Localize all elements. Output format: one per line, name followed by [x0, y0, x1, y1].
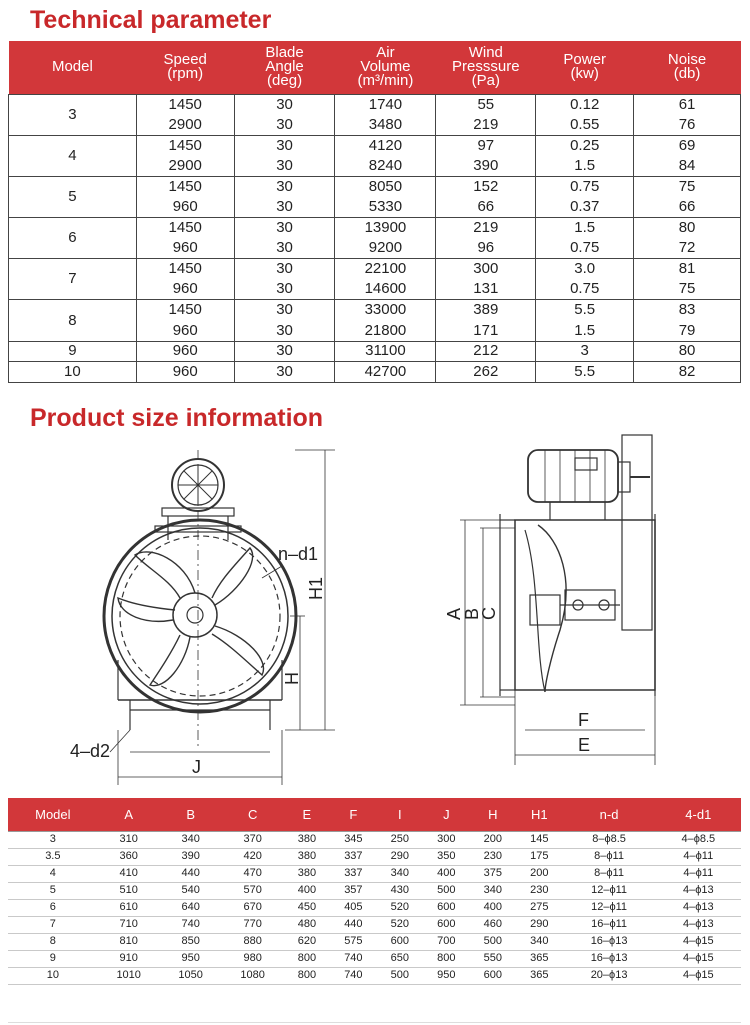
table-cell: 30 — [234, 94, 335, 115]
table-cell: 500 — [377, 967, 423, 984]
table-cell: 620 — [284, 933, 330, 950]
table-cell: 30 — [234, 135, 335, 156]
table-cell: 575 — [330, 933, 376, 950]
table-cell: 80 — [634, 341, 741, 362]
header-noise-line2: (db) — [673, 65, 701, 83]
table-cell: 300 — [423, 831, 469, 848]
table-cell: 200 — [470, 831, 516, 848]
header-air-volume — [335, 41, 436, 94]
table-cell: 219 — [436, 218, 536, 239]
table-cell: 600 — [470, 967, 516, 984]
model-cell: 4 — [9, 135, 137, 176]
table-cell: 4–ϕ15 — [656, 950, 741, 967]
size-table-header-row — [8, 798, 741, 831]
table-cell: 14600 — [335, 279, 436, 300]
table-cell: 4–ϕ13 — [656, 882, 741, 899]
fan-hub — [173, 593, 217, 637]
table-cell: 5.5 — [536, 300, 634, 321]
table-row — [8, 933, 741, 950]
table-cell: 570 — [222, 882, 284, 899]
table-cell: 12–ϕ11 — [563, 882, 656, 899]
table-cell: 262 — [436, 362, 536, 383]
header-blade-line3: (deg) — [267, 72, 303, 90]
table-cell: 1450 — [136, 300, 234, 321]
table-cell: 600 — [423, 899, 469, 916]
header-noise-line1: Noise — [667, 51, 707, 69]
table-cell: 960 — [136, 321, 234, 342]
table-cell: 365 — [516, 950, 562, 967]
table-cell: 30 — [234, 176, 335, 197]
bottom-divider — [8, 1022, 741, 1023]
table-cell: 0.75 — [536, 279, 634, 300]
table-cell: 81 — [634, 259, 741, 280]
table-cell: 1050 — [160, 967, 222, 984]
table-cell: 410 — [98, 865, 160, 882]
table-cell: 0.25 — [536, 135, 634, 156]
size-header-cell: B — [160, 798, 222, 831]
table-cell: 950 — [423, 967, 469, 984]
label-n-d1: n–d1 — [278, 544, 319, 564]
table-cell: 770 — [222, 916, 284, 933]
table-cell: 400 — [284, 882, 330, 899]
table-cell: 340 — [160, 831, 222, 848]
table-cell: 350 — [423, 848, 469, 865]
table-cell: 910 — [98, 950, 160, 967]
table-cell: 33000 — [335, 300, 436, 321]
side-flange-plate — [622, 435, 652, 630]
table-cell: 520 — [377, 916, 423, 933]
table-cell: 152 — [436, 176, 536, 197]
table-cell: 3.5 — [8, 848, 98, 865]
table-cell: 145 — [516, 831, 562, 848]
size-header-cell: J — [423, 798, 469, 831]
table-cell: 4–ϕ11 — [656, 865, 741, 882]
tech-table-body — [9, 94, 741, 382]
table-cell: 275 — [516, 899, 562, 916]
table-cell: 345 — [330, 831, 376, 848]
fan-blades — [118, 548, 264, 686]
table-cell: 290 — [516, 916, 562, 933]
table-cell: 670 — [222, 899, 284, 916]
table-cell: 30 — [234, 197, 335, 218]
table-cell: 500 — [423, 882, 469, 899]
table-row — [8, 916, 741, 933]
table-cell: 3480 — [335, 115, 436, 136]
table-cell: 1450 — [136, 94, 234, 115]
table-row — [8, 865, 741, 882]
model-cell: 7 — [9, 259, 137, 300]
table-cell: 4–ϕ8.5 — [656, 831, 741, 848]
table-cell: 880 — [222, 933, 284, 950]
table-cell: 400 — [423, 865, 469, 882]
table-cell: 212 — [436, 341, 536, 362]
header-blade-line1: Blade — [265, 44, 304, 62]
table-cell: 69 — [634, 135, 741, 156]
table-cell: 440 — [160, 865, 222, 882]
table-cell: 30 — [234, 279, 335, 300]
table-cell: 370 — [222, 831, 284, 848]
table-cell: 4–ϕ11 — [656, 848, 741, 865]
table-cell: 380 — [284, 831, 330, 848]
table-cell: 3.0 — [536, 259, 634, 280]
table-cell: 960 — [136, 279, 234, 300]
label-j: J — [192, 757, 201, 777]
table-cell: 1740 — [335, 94, 436, 115]
table-cell: 9 — [8, 950, 98, 967]
header-air-line2: Volume — [360, 58, 411, 76]
size-header-cell: I — [377, 798, 423, 831]
table-cell: 20–ϕ13 — [563, 967, 656, 984]
table-cell: 380 — [284, 848, 330, 865]
table-cell: 200 — [516, 865, 562, 882]
table-cell: 390 — [436, 156, 536, 177]
table-cell: 800 — [284, 967, 330, 984]
table-cell: 0.55 — [536, 115, 634, 136]
table-cell: 16–ϕ13 — [563, 933, 656, 950]
table-cell: 250 — [377, 831, 423, 848]
table-cell: 375 — [470, 865, 516, 882]
label-a: A — [444, 607, 464, 620]
size-header-cell: A — [98, 798, 160, 831]
header-wind-line1: Wind — [468, 44, 503, 62]
size-header-cell: H — [470, 798, 516, 831]
size-header-cell: n-d — [563, 798, 656, 831]
table-cell: 8050 — [335, 176, 436, 197]
table-cell: 405 — [330, 899, 376, 916]
table-cell: 800 — [284, 950, 330, 967]
flange-inner-circle — [112, 528, 288, 704]
table-cell: 80 — [634, 218, 741, 239]
table-cell: 83 — [634, 300, 741, 321]
table-cell: 66 — [634, 197, 741, 218]
table-cell: 175 — [516, 848, 562, 865]
motor-side-body — [528, 450, 618, 502]
table-cell: 1.5 — [536, 321, 634, 342]
table-cell: 30 — [234, 218, 335, 239]
table-cell: 2900 — [136, 156, 234, 177]
table-cell: 1450 — [136, 176, 234, 197]
table-cell: 66 — [436, 197, 536, 218]
table-cell: 460 — [470, 916, 516, 933]
table-cell: 337 — [330, 848, 376, 865]
table-cell: 365 — [516, 967, 562, 984]
table-cell: 389 — [436, 300, 536, 321]
table-cell: 650 — [377, 950, 423, 967]
table-row — [8, 967, 741, 984]
table-cell: 600 — [423, 916, 469, 933]
table-cell: 4–ϕ13 — [656, 916, 741, 933]
tech-table-header-row — [9, 41, 741, 94]
model-cell: 3 — [9, 94, 137, 135]
table-cell: 290 — [377, 848, 423, 865]
model-cell: 5 — [9, 176, 137, 217]
table-cell: 340 — [377, 865, 423, 882]
header-power — [536, 41, 634, 94]
table-cell: 171 — [436, 321, 536, 342]
table-cell: 42700 — [335, 362, 436, 383]
table-cell: 219 — [436, 115, 536, 136]
header-air-line3: (m³/min) — [357, 72, 414, 90]
table-cell: 30 — [234, 156, 335, 177]
table-cell: 1450 — [136, 218, 234, 239]
table-cell: 6 — [8, 899, 98, 916]
table-cell: 16–ϕ11 — [563, 916, 656, 933]
table-cell: 1450 — [136, 259, 234, 280]
table-cell: 96 — [436, 238, 536, 259]
header-blade-angle — [234, 41, 335, 94]
table-cell: 30 — [234, 321, 335, 342]
table-cell: 5.5 — [536, 362, 634, 383]
table-cell: 2900 — [136, 115, 234, 136]
table-cell: 76 — [634, 115, 741, 136]
label-h1: H1 — [306, 576, 326, 600]
table-cell: 510 — [98, 882, 160, 899]
table-row — [9, 135, 741, 156]
table-row — [8, 831, 741, 848]
product-size-table — [8, 798, 741, 985]
header-wind-line2: Presssure — [452, 58, 520, 76]
table-cell: 1450 — [136, 135, 234, 156]
table-cell: 8–ϕ8.5 — [563, 831, 656, 848]
table-cell: 8240 — [335, 156, 436, 177]
table-cell: 5 — [8, 882, 98, 899]
table-cell: 960 — [136, 197, 234, 218]
table-cell: 740 — [330, 967, 376, 984]
table-cell: 79 — [634, 321, 741, 342]
product-size-title: Product size information — [30, 404, 324, 432]
header-model: Model — [9, 41, 137, 94]
table-cell: 0.75 — [536, 176, 634, 197]
table-cell: 9200 — [335, 238, 436, 259]
header-wind-pressure — [436, 41, 536, 94]
table-cell: 97 — [436, 135, 536, 156]
size-header-cell: H1 — [516, 798, 562, 831]
table-cell: 61 — [634, 94, 741, 115]
header-power-line2: (kw) — [570, 65, 599, 83]
header-speed-line1: Speed — [163, 51, 207, 69]
table-cell: 8–ϕ11 — [563, 865, 656, 882]
size-header-cell: Model — [8, 798, 98, 831]
model-cell: 10 — [9, 362, 137, 383]
table-cell: 430 — [377, 882, 423, 899]
fan-dimension-drawing — [0, 430, 750, 790]
table-cell: 520 — [377, 899, 423, 916]
size-header-cell: C — [222, 798, 284, 831]
label-f: F — [578, 710, 589, 730]
table-cell: 72 — [634, 238, 741, 259]
header-speed — [136, 41, 234, 94]
size-header-cell: 4-d1 — [656, 798, 741, 831]
table-cell: 640 — [160, 899, 222, 916]
size-table-body — [8, 831, 741, 984]
table-cell: 540 — [160, 882, 222, 899]
table-cell: 30 — [234, 115, 335, 136]
label-h: H — [282, 672, 302, 685]
table-cell: 960 — [136, 362, 234, 383]
table-cell: 300 — [436, 259, 536, 280]
table-cell: 390 — [160, 848, 222, 865]
model-cell: 6 — [9, 218, 137, 259]
table-cell: 850 — [160, 933, 222, 950]
table-cell: 0.12 — [536, 94, 634, 115]
table-row — [9, 259, 741, 280]
table-cell: 380 — [284, 865, 330, 882]
table-cell: 30 — [234, 341, 335, 362]
table-row — [9, 362, 741, 383]
model-cell: 8 — [9, 300, 137, 341]
table-cell: 30 — [234, 259, 335, 280]
table-cell: 810 — [98, 933, 160, 950]
fan-shaft — [187, 607, 203, 623]
table-cell: 4–ϕ13 — [656, 899, 741, 916]
size-header-cell: F — [330, 798, 376, 831]
header-blade-line2: Angle — [265, 58, 304, 76]
table-cell: 400 — [470, 899, 516, 916]
table-cell: 84 — [634, 156, 741, 177]
table-cell: 980 — [222, 950, 284, 967]
table-cell: 4–ϕ15 — [656, 967, 741, 984]
table-cell: 5330 — [335, 197, 436, 218]
table-cell: 75 — [634, 279, 741, 300]
table-cell: 31100 — [335, 341, 436, 362]
table-cell: 310 — [98, 831, 160, 848]
label-e: E — [578, 735, 591, 755]
table-cell: 440 — [330, 916, 376, 933]
table-cell: 16–ϕ13 — [563, 950, 656, 967]
table-cell: 740 — [160, 916, 222, 933]
table-cell: 960 — [136, 238, 234, 259]
table-cell: 4–ϕ15 — [656, 933, 741, 950]
header-power-line1: Power — [563, 51, 606, 69]
table-row — [8, 882, 741, 899]
table-cell: 800 — [423, 950, 469, 967]
table-cell: 0.75 — [536, 238, 634, 259]
table-cell: 4120 — [335, 135, 436, 156]
table-cell: 710 — [98, 916, 160, 933]
header-speed-line2: (rpm) — [167, 65, 204, 83]
bolt-circle — [120, 536, 280, 696]
table-cell: 75 — [634, 176, 741, 197]
table-cell: 480 — [284, 916, 330, 933]
table-cell: 8–ϕ11 — [563, 848, 656, 865]
table-cell: 8 — [8, 933, 98, 950]
table-cell: 12–ϕ11 — [563, 899, 656, 916]
table-cell: 700 — [423, 933, 469, 950]
table-cell: 131 — [436, 279, 536, 300]
table-cell: 1.5 — [536, 156, 634, 177]
table-cell: 1.5 — [536, 218, 634, 239]
label-b: B — [462, 607, 482, 620]
table-cell: 337 — [330, 865, 376, 882]
table-cell: 7 — [8, 916, 98, 933]
table-row — [8, 950, 741, 967]
table-cell: 470 — [222, 865, 284, 882]
table-cell: 30 — [234, 238, 335, 259]
table-cell: 55 — [436, 94, 536, 115]
table-cell: 610 — [98, 899, 160, 916]
size-header-cell: E — [284, 798, 330, 831]
table-cell: 0.37 — [536, 197, 634, 218]
table-cell: 340 — [516, 933, 562, 950]
table-cell: 950 — [160, 950, 222, 967]
table-row — [9, 176, 741, 197]
technical-parameter-title: Technical parameter — [30, 6, 272, 34]
table-cell: 1080 — [222, 967, 284, 984]
label-4-d2: 4–d2 — [70, 741, 111, 761]
table-row — [9, 341, 741, 362]
model-cell: 9 — [9, 341, 137, 362]
table-cell: 230 — [470, 848, 516, 865]
table-cell: 340 — [470, 882, 516, 899]
table-cell: 1010 — [98, 967, 160, 984]
table-cell: 21800 — [335, 321, 436, 342]
table-cell: 13900 — [335, 218, 436, 239]
table-cell: 500 — [470, 933, 516, 950]
table-cell: 3 — [536, 341, 634, 362]
table-cell: 22100 — [335, 259, 436, 280]
table-cell: 740 — [330, 950, 376, 967]
table-cell: 30 — [234, 362, 335, 383]
table-row — [9, 218, 741, 239]
header-wind-line3: (Pa) — [471, 72, 500, 90]
table-cell: 357 — [330, 882, 376, 899]
table-row — [8, 899, 741, 916]
table-cell: 600 — [377, 933, 423, 950]
table-cell: 960 — [136, 341, 234, 362]
table-row — [9, 94, 741, 115]
table-cell: 420 — [222, 848, 284, 865]
label-c: C — [479, 607, 499, 620]
table-cell: 3 — [8, 831, 98, 848]
table-cell: 230 — [516, 882, 562, 899]
header-air-line1: Air — [376, 44, 395, 62]
table-cell: 4 — [8, 865, 98, 882]
table-cell: 10 — [8, 967, 98, 984]
header-noise — [634, 41, 741, 94]
table-cell: 550 — [470, 950, 516, 967]
table-row — [9, 300, 741, 321]
table-cell: 82 — [634, 362, 741, 383]
table-cell: 450 — [284, 899, 330, 916]
table-row — [8, 848, 741, 865]
table-cell: 360 — [98, 848, 160, 865]
technical-parameter-table — [8, 41, 741, 383]
table-cell: 30 — [234, 300, 335, 321]
